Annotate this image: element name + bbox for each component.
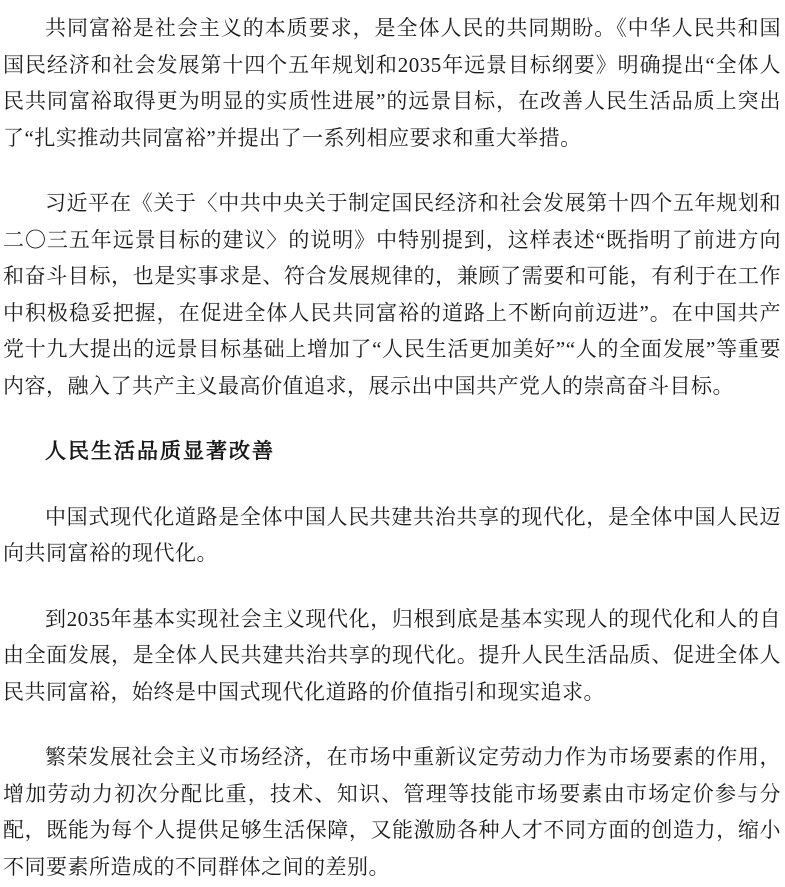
paragraph-common-prosperity-intro: 共同富裕是社会主义的本质要求，是全体人民的共同期盼。《中华人民共和国国民经济和社会发展第十四个五年规划和2035年远景目标纲要》明确提出“全体人民共同富裕取得更为明显的实质性进展”的远景目标，在改善人民生活品质上突出了“扎实推动共同富裕”并提出了一系列相应要求和重大举措。 <box>3 16 781 150</box>
paragraph-xi-jinping-explanation: 习近平在《关于〈中共中央关于制定国民经济和社会发展第十四个五年规划和二〇三五年远景目标的建议〉的说明》中特别提到，这样表述“既指明了前进方向和奋斗目标，也是实事求是、符合发展规律的，兼顾了需要和可能，有利于在工作中积极稳妥把握，在促进全体人民共同富裕的道路上不断向前迈进”。在中国共产党十九大提出的远景目标基础上增加了“人民生活更加美好”“人的全面发展”等重要内容，融入了共产主义最高价值追求，展示出中国共产党人的崇高奋斗目标。 <box>3 191 781 398</box>
paragraph-2035-modernization-goal: 到2035年基本实现社会主义现代化，归根到底是基本实现人的现代化和人的自由全面发展，是全体人民共建共治共享的现代化。提升人民生活品质、促进全体人民共同富裕，始终是中国式现代化道路的价值指引和现实追求。 <box>3 606 781 704</box>
paragraph-chinese-modernization: 中国式现代化道路是全体中国人民共建共治共享的现代化，是全体中国人民迈向共同富裕的现代化。 <box>3 504 781 565</box>
paragraph-market-economy-distribution: 繁荣发展社会主义市场经济，在市场中重新议定劳动力作为市场要素的作用，增加劳动力初次分配比重，技术、知识、管理等技能市场要素由市场定价参与分配，既能为每个人提供足够生活保障，又能激励各种人才不同方面的创造力，缩小不同要素所造成的不同群体之间的差别。 <box>3 745 781 879</box>
section-heading-living-quality: 人民生活品质显著改善 <box>45 439 275 463</box>
